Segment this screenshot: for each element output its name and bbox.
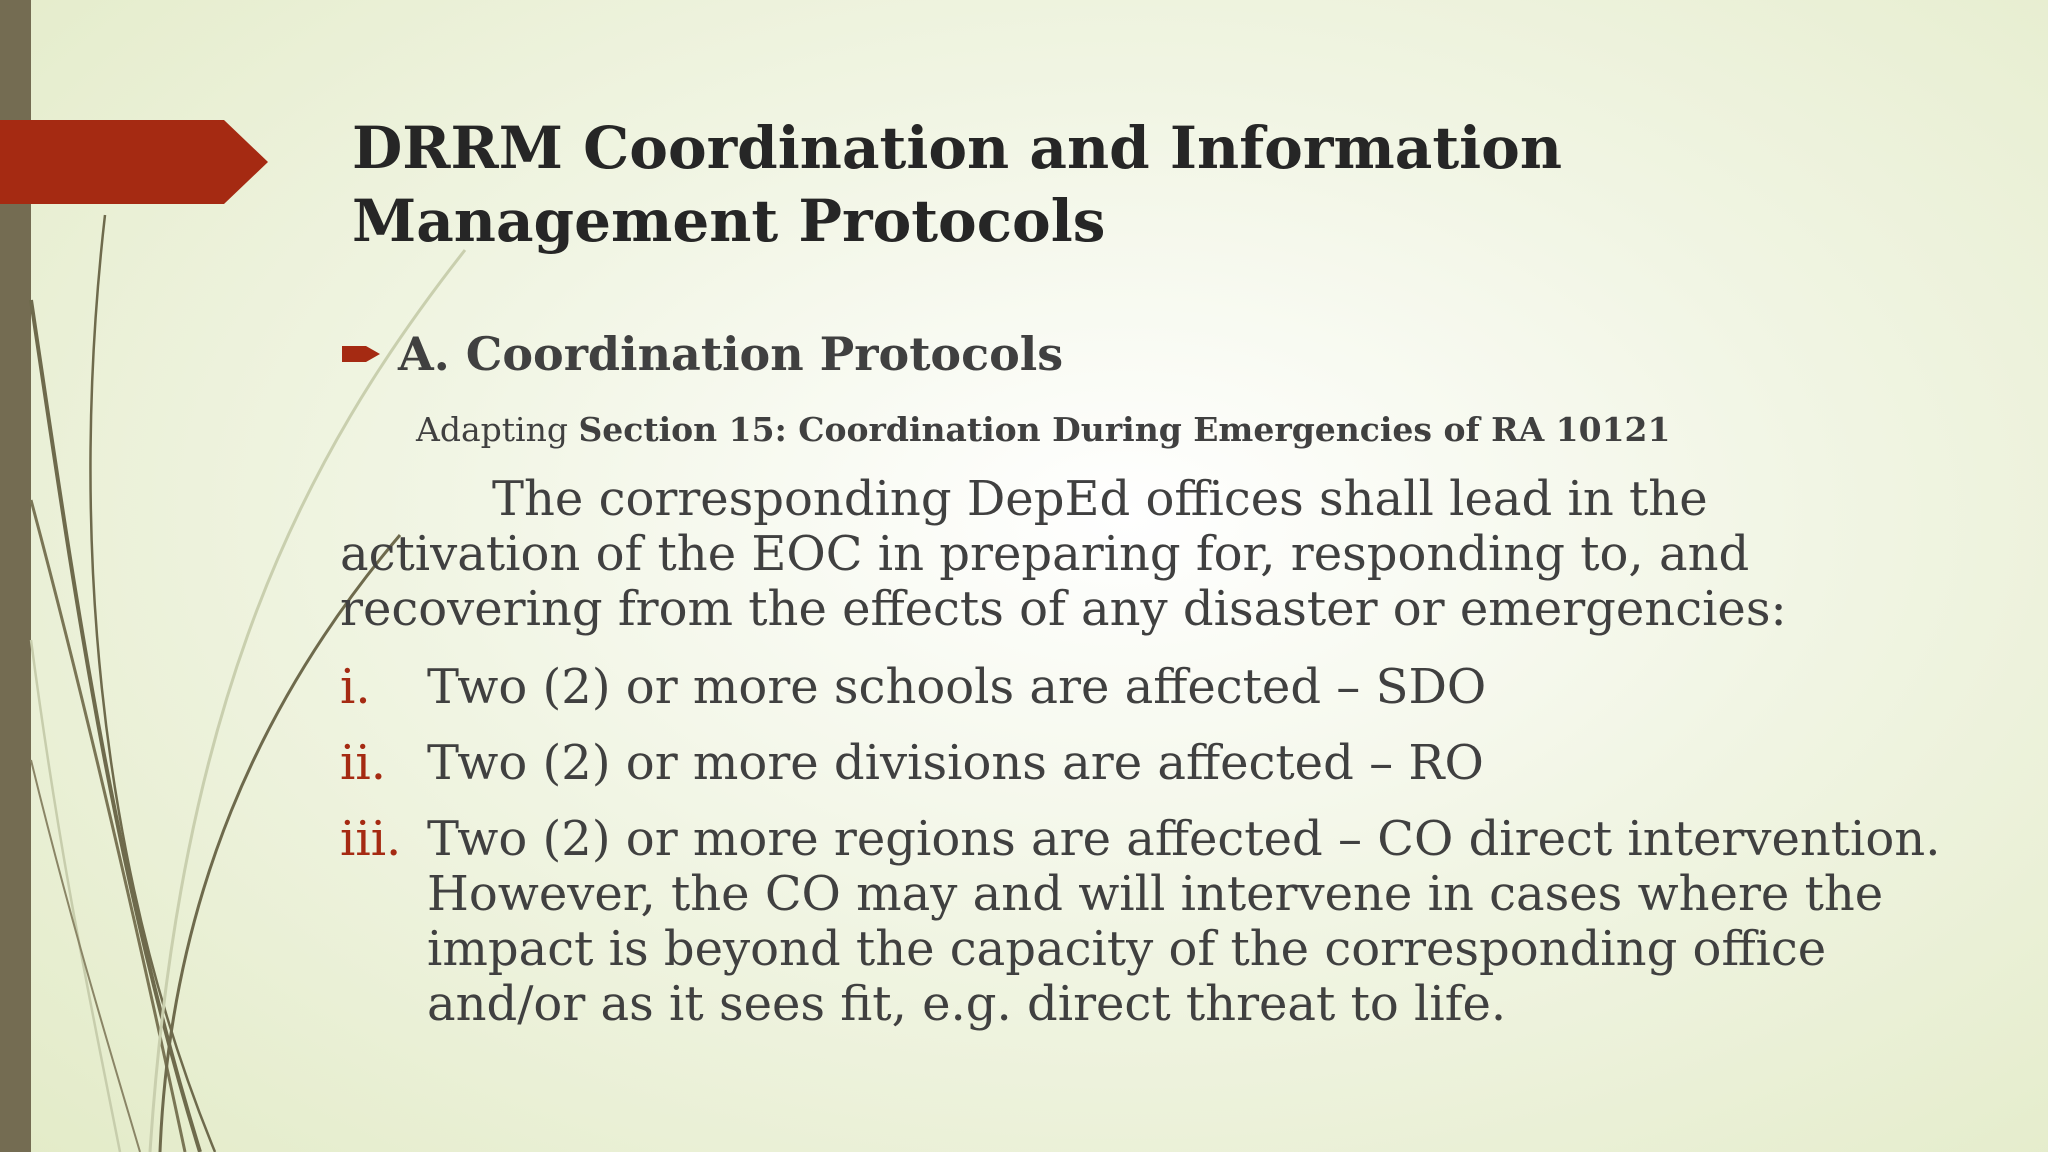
- title-arrow-shape: [0, 120, 268, 204]
- numbered-list: [340, 660, 1960, 1053]
- list-item-text: Two (2) or more regions are affected – CO direct intervention. However, the CO may and will intervene in cases where the impact is beyond the capacity of the corresponding office and/or as it sees fit, e.g. direct threat to life.: [427, 811, 1941, 1032]
- slide-title: DRRM Coordination and Information Management Protocols: [352, 114, 1563, 255]
- subheading: [416, 410, 1670, 449]
- list-item: [340, 660, 1960, 715]
- list-item: [340, 812, 1960, 1032]
- list-item-number: i.: [340, 659, 371, 715]
- list-item-text: Two (2) or more divisions are affected – RO: [427, 735, 1484, 791]
- body-paragraph: [340, 472, 1900, 637]
- list-item-text: Two (2) or more schools are affected – SDO: [427, 659, 1487, 715]
- subheading-reference: Section 15: Coordination During Emergencies of RA 10121: [578, 410, 1671, 449]
- bullet-heading: A. Coordination Protocols: [398, 327, 1064, 381]
- arrow-bullet-icon: [342, 340, 380, 368]
- list-item: [340, 736, 1960, 791]
- body-paragraph-text: The corresponding DepEd offices shall lead in the activation of the EOC in preparing for, responding to, and recovering from the effects of any disaster or emergencies:: [340, 471, 1787, 637]
- bullet-item: [342, 320, 1063, 388]
- list-item-number: iii.: [340, 811, 402, 867]
- subheading-prefix: Adapting: [416, 410, 568, 449]
- list-item-number: ii.: [340, 735, 386, 791]
